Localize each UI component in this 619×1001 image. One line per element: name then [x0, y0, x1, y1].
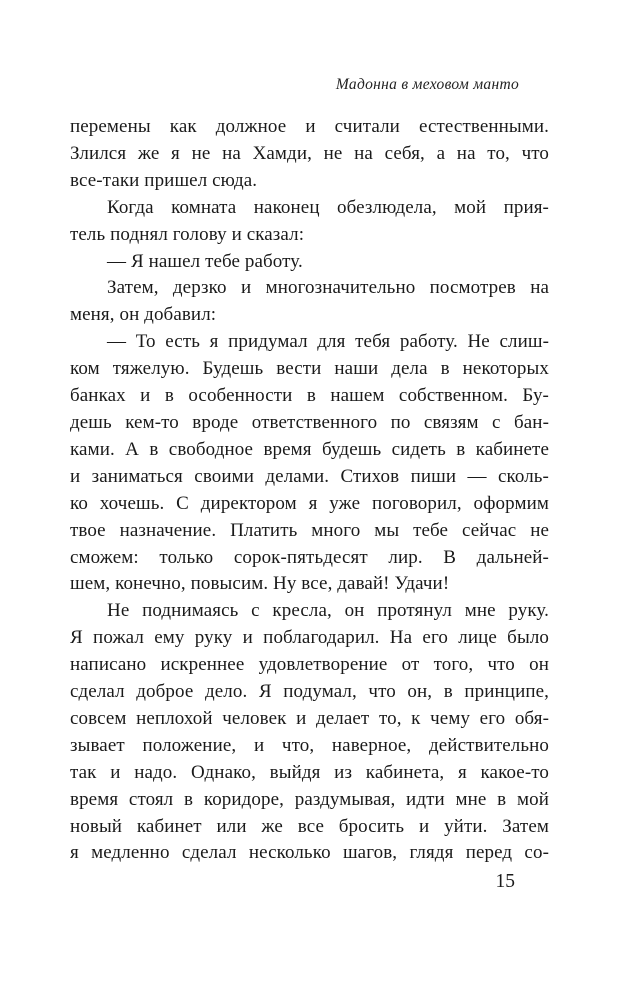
- text-line: Не поднимаясь с кресла, он протянул мне руку.: [107, 600, 549, 622]
- text-line: сможем: только сорок-пятьдесят лир. В дальней-: [70, 546, 549, 568]
- text-line: время стоял в коридоре, раздумывая, идти мне в мой: [70, 788, 549, 810]
- text-line: банках и в особенности в нашем собственном. Бу-: [70, 385, 549, 407]
- text-line: Я пожал ему руку и поблагодарил. На его лице было: [70, 627, 549, 649]
- text-line: шем, конечно, повысим. Ну все, давай! Удачи!: [70, 573, 450, 595]
- paragraph: [70, 195, 549, 249]
- paragraph: [70, 114, 549, 195]
- text-line: ками. А в свободное время будешь сидеть в кабинете: [70, 438, 549, 460]
- text-line: Злился же я не на Хамди, не на себя, а на то, что: [70, 142, 549, 164]
- text-line: перемены как должное и считали естественными.: [70, 116, 549, 137]
- text-line: зывает положение, и что, наверное, действительно: [70, 734, 549, 756]
- paragraph: [70, 598, 549, 867]
- text-line: совсем неплохой человек и делает то, к чему его обя-: [70, 707, 549, 729]
- text-line: — То есть я придумал для тебя работу. Не слиш-: [107, 331, 549, 353]
- running-header: Мадонна в меховом манто: [335, 76, 519, 93]
- text-line: новый кабинет или же все бросить и уйти. Затем: [70, 815, 549, 837]
- text-line: написано искреннее удовлетворение от того, что он: [70, 654, 549, 676]
- text-line: ко хочешь. С директором я уже поговорил, оформим: [70, 492, 549, 514]
- text-line: тель поднял голову и сказал:: [70, 223, 305, 245]
- paragraph: [70, 275, 549, 329]
- page-number: 15: [495, 871, 515, 892]
- text-line: твое назначение. Платить много мы тебе сейчас не: [70, 519, 549, 541]
- text-line: и заниматься своими делами. Стихов пиши — сколь-: [70, 465, 549, 487]
- paragraph: [70, 249, 549, 276]
- text-line: сделал доброе дело. Я подумал, что он, в принципе,: [70, 681, 549, 703]
- text-line: — Я нашел тебе работу.: [107, 250, 303, 272]
- text-line: ком тяжелую. Будешь вести наши дела в некоторых: [70, 358, 549, 380]
- text-line: дешь кем-то вроде ответственного по связям с бан-: [70, 411, 549, 433]
- text-line: Когда комната наконец обезлюдела, мой прия-: [107, 196, 549, 218]
- paragraph: [70, 329, 549, 598]
- text-block: [70, 114, 549, 867]
- text-line: меня, он добавил:: [70, 304, 217, 326]
- text-line: так и надо. Однако, выйдя из кабинета, я какое-то: [70, 761, 549, 783]
- text-line: я медленно сделал несколько шагов, глядя перед со-: [70, 842, 549, 864]
- text-line: Затем, дерзко и многозначительно посмотрев на: [107, 277, 549, 299]
- text-line: все-таки пришел сюда.: [70, 169, 258, 191]
